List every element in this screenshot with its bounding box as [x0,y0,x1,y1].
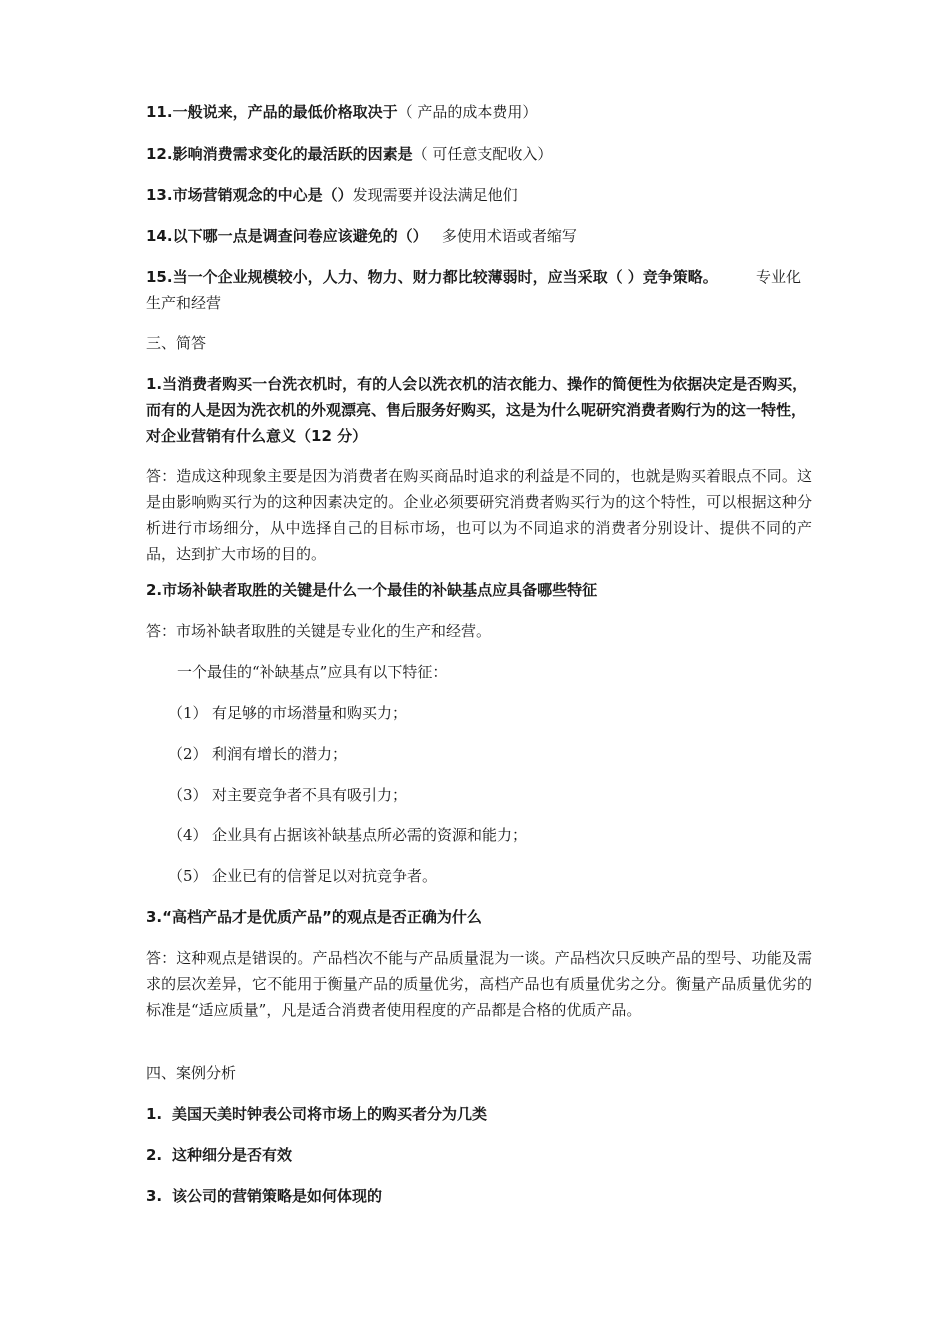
question-14 [146,223,812,249]
case-number: 1. [146,1105,163,1123]
case-text: 这种细分是否有效 [172,1146,293,1164]
short-answer-a1: 答：造成这种现象主要是因为消费者在购买商品时追求的利益是不同的，也就是购买着眼点不同。这是由影响购买行为的这种因素决定的。企业必须要研究消费者购买行为的这个特性，可以根据这种分析进行市场细分，从中选择自己的目标市场，也可以为不同追求的消费者分别设计、提供不同的产品，达到扩大市场的目的。 [146,467,812,563]
feature-number: （2） [168,745,208,763]
short-answer-a3: 答：这种观点是错误的。产品档次不能与产品质量混为一谈。产品档次只反映产品的型号、功能及需求的层次差异，它不能用于衡量产品的质量优劣，高档产品也有质量优劣之分。衡量产品质量优劣的标准是“适应质量”，凡是适合消费者使用程度的产品都是合格的优质产品。 [146,949,812,1019]
answer-text: 发现需要并设法满足他们 [352,186,518,204]
question-text: 14.以下哪一点是调查问卷应该避免的（） [146,227,428,245]
question-15 [146,264,812,316]
feature-number: （1） [168,704,208,722]
case-text: 该公司的营销策略是如何体现的 [172,1187,383,1205]
feature-item [168,822,527,848]
feature-text: 企业具有占据该补缺基点所必需的资源和能力； [212,826,528,844]
case-text: 美国天美时钟表公司将市场上的购买者分为几类 [172,1105,488,1123]
answer-text: （ 可任意支配收入） [412,145,553,163]
question-13 [146,182,812,208]
feature-number: （4） [168,826,208,844]
short-answer-q3: 3.“高档产品才是优质产品”的观点是否正确为什么 [146,908,482,926]
case-question [146,1101,812,1127]
answer-text: 多使用术语或者缩写 [427,227,577,245]
feature-number: （3） [168,786,208,804]
question-text: 12.影响消费需求变化的最活跃的因素是 [146,145,413,163]
question-12 [146,141,812,167]
short-answer-a2: 答：市场补缺者取胜的关键是专业化的生产和经营。 [146,622,492,640]
answer-text: （ 产品的成本费用） [397,103,538,121]
feature-text: 利润有增长的潜力； [212,745,348,763]
feature-text: 有足够的市场潜量和购买力； [212,704,408,722]
feature-item [168,741,347,767]
question-text: 15.当一个企业规模较小，人力、物力、财力都比较薄弱时，应当采取（ ）竞争策略。 [146,268,718,286]
short-answer-q1: 1.当消费者购买一台洗衣机时，有的人会以洗衣机的洁衣能力、操作的简便性为依据决定是否购买，而有的人是因为洗衣机的外观漂亮、售后服务好购买，这是为什么呢研究消费者购行为的这一特性，对企业营销有什么意义（12 分） [146,375,808,445]
question-text: 13.市场营销观念的中心是（） [146,186,353,204]
question-11 [146,99,812,125]
feature-intro: 一个最佳的“补缺基点”应具有以下特征： [177,663,448,681]
answer-text: 专业化生产和经营 [146,268,801,312]
feature-item [168,863,437,889]
feature-item [168,700,407,726]
case-number: 2. [146,1146,163,1164]
case-question [146,1142,812,1168]
question-text: 11.一般说来，产品的最低价格取决于 [146,103,398,121]
case-number: 3. [146,1187,163,1205]
case-question [146,1183,812,1209]
feature-number: （5） [168,867,208,885]
feature-text: 对主要竞争者不具有吸引力； [212,786,408,804]
feature-text: 企业已有的信誉足以对抗竞争者。 [212,867,438,885]
section-3-title: 三、简答 [146,334,207,352]
feature-item [168,782,407,808]
section-4-title: 四、案例分析 [146,1064,237,1082]
short-answer-q2: 2.市场补缺者取胜的关键是什么一个最佳的补缺基点应具备哪些特征 [146,581,598,599]
